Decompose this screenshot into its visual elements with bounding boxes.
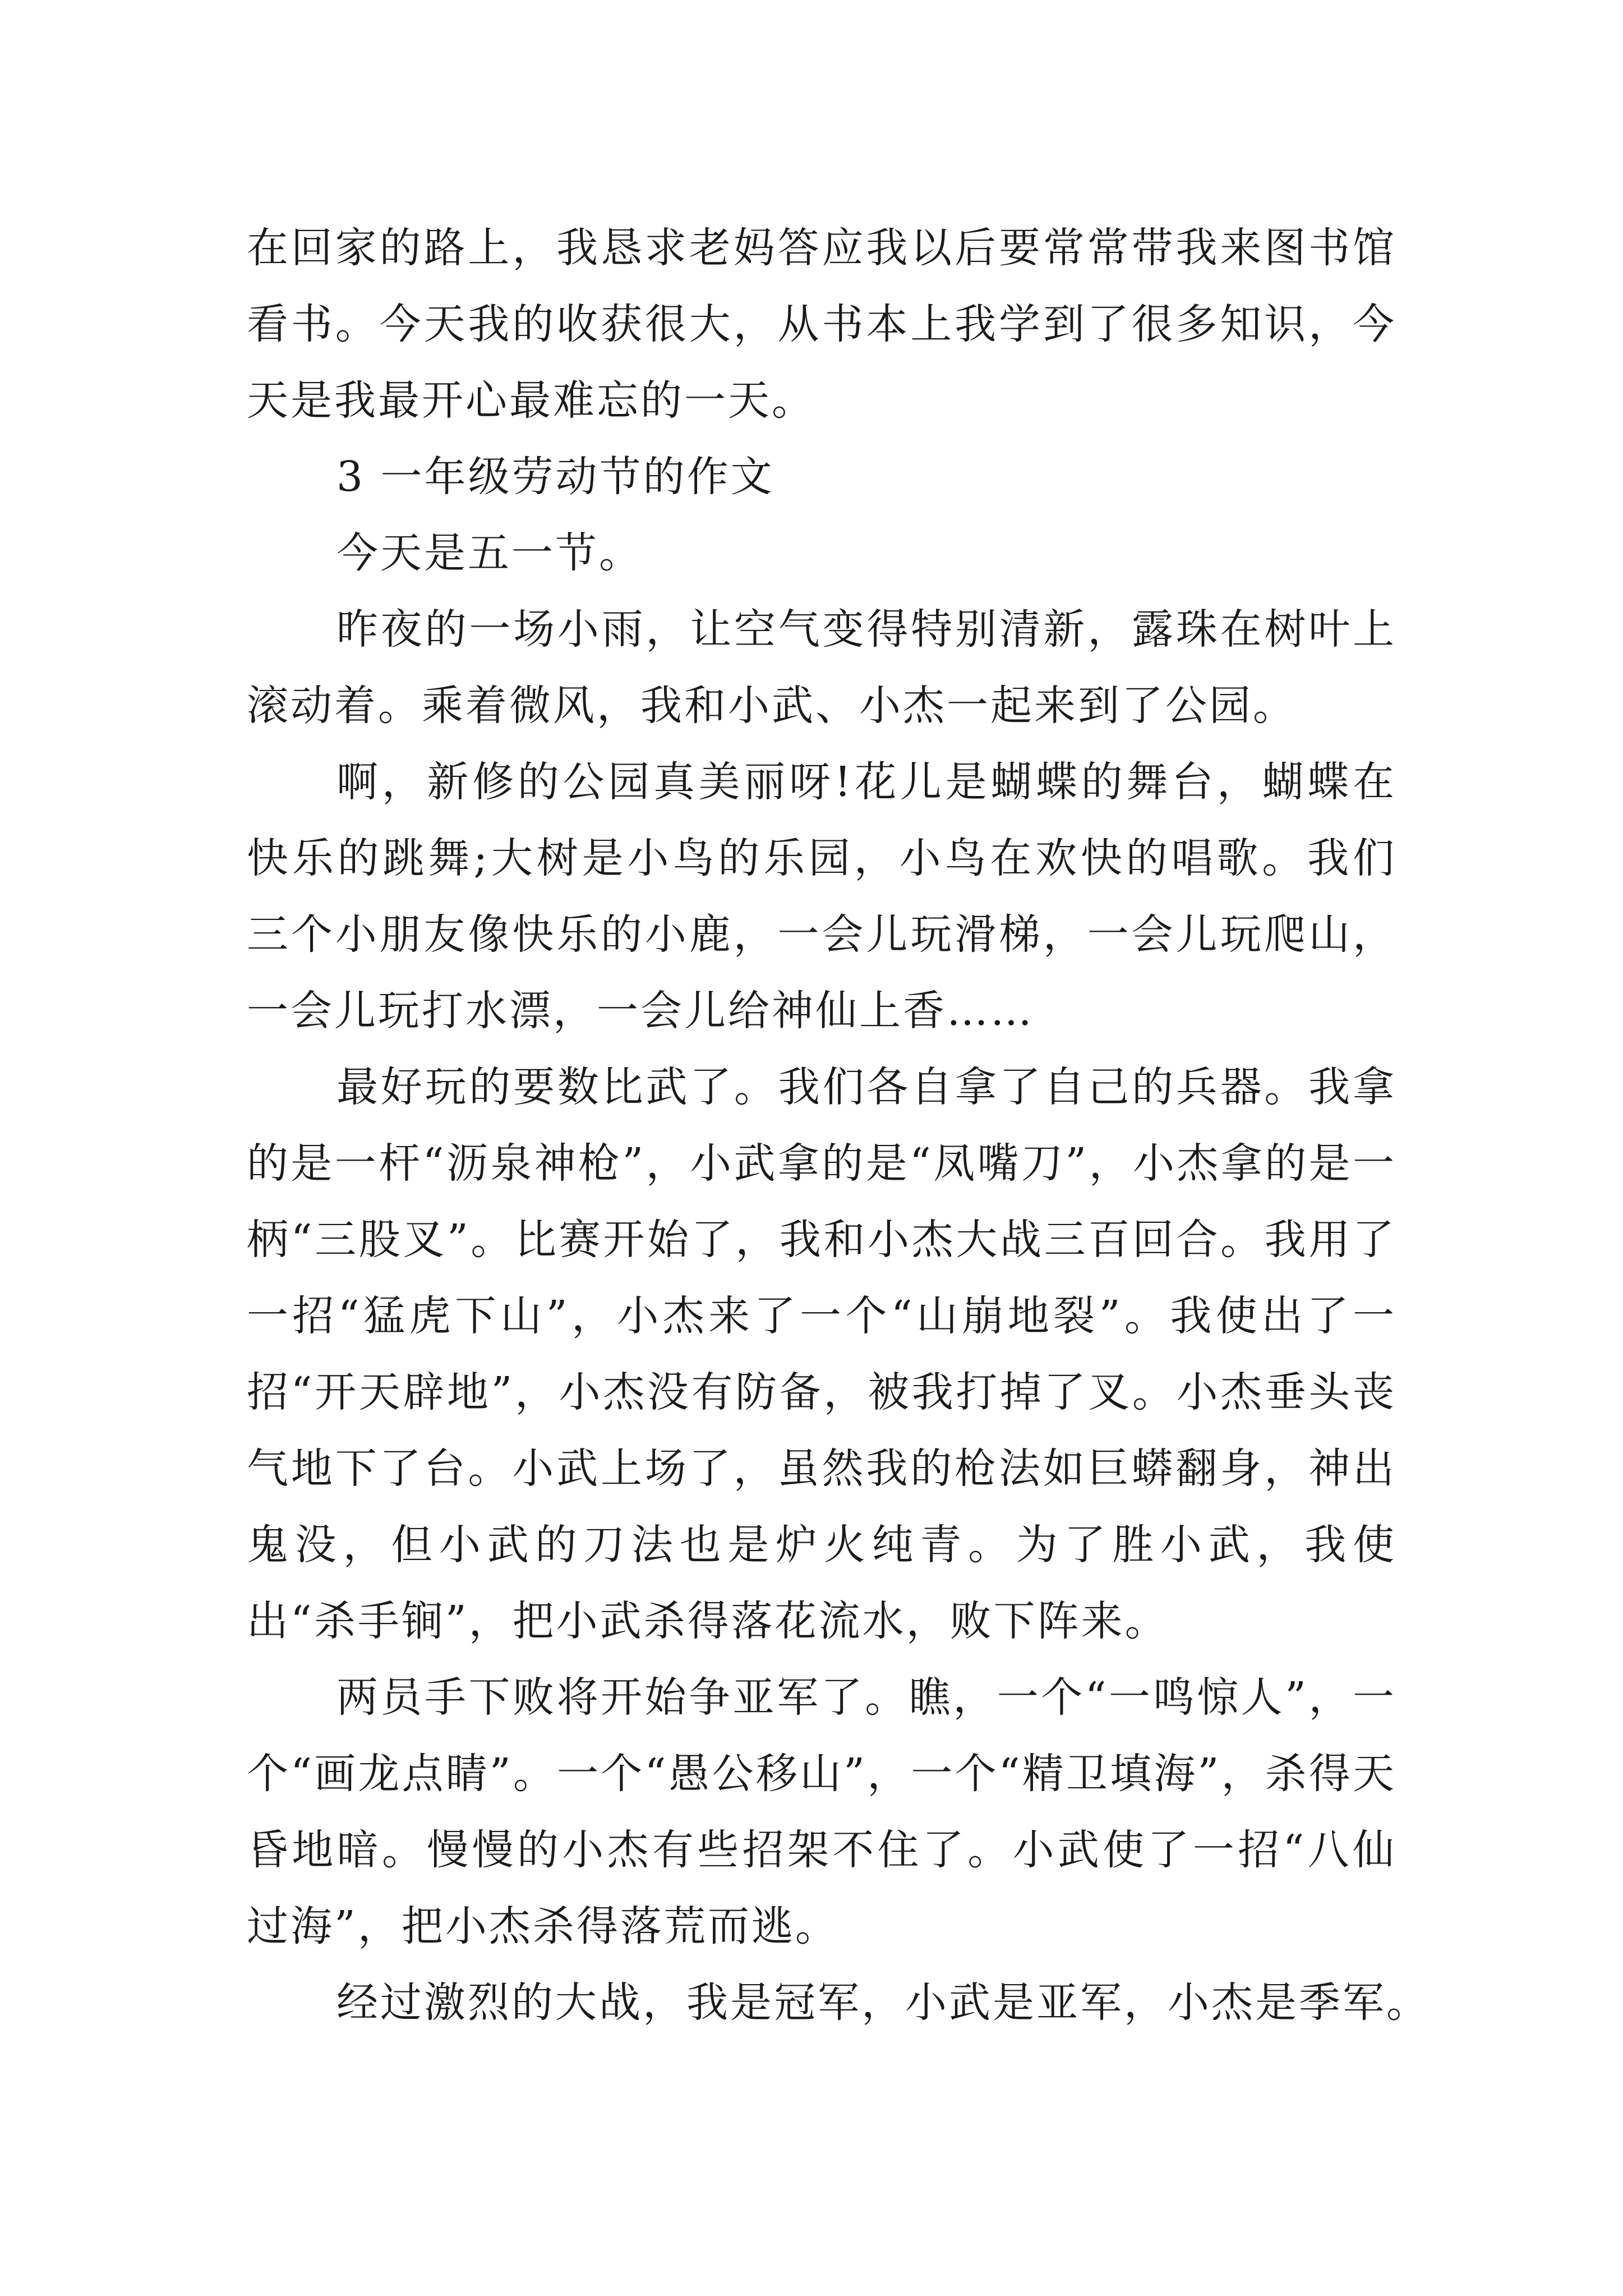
paragraph: 两员手下败将开始争亚军了。瞧，一个“一鸣惊人”，一个“画龙点睛”。一个“愚公移山”，一个“精卫填海”，杀得天昏地暗。慢慢的小杰有些招架不住了。小武使了一招“八仙过海”，把小杰杀得落荒而逃。 <box>247 1673 1396 1950</box>
section-heading: 3 一年级劳动节的作文 <box>336 453 774 501</box>
paragraph-final: 经过激烈的大战，我是冠军，小武是亚军，小杰是季军。 <box>336 1978 1430 2027</box>
paragraph: 今天是五一节。 <box>336 529 643 577</box>
paragraph: 啊，新修的公园真美丽呀!花儿是蝴蝶的舞台，蝴蝶在快乐的跳舞;大树是小鸟的乐园，小鸟在欢快的唱歌。我们三个小朋友像快乐的小鹿，一会儿玩滑梯，一会儿玩爬山，一会儿玩打水漂，一会儿给神仙上香…… <box>247 758 1396 1035</box>
paragraph: 昨夜的一场小雨，让空气变得特别清新，露珠在树叶上滚动着。乘着微风，我和小武、小杰一起来到了公园。 <box>247 605 1396 730</box>
paragraph-continuation: 在回家的路上，我恳求老妈答应我以后要常常带我来图书馆看书。今天我的收获很大，从书本上我学到了很多知识，今天是我最开心最难忘的一天。 <box>247 224 1396 425</box>
paragraph: 最好玩的要数比武了。我们各自拿了自己的兵器。我拿的是一杆“沥泉神枪”，小武拿的是“凤嘴刀”，小杰拿的是一柄“三股叉”。比赛开始了，我和小杰大战三百回合。我用了一招“猛虎下山”，小杰来了一个“山崩地裂”。我使出了一招“开天辟地”，小杰没有防备，被我打掉了叉。小杰垂头丧气地下了台。小武上场了，虽然我的枪法如巨蟒翻身，神出鬼没，但小武的刀法也是炉火纯青。为了胜小武，我使出“杀手锏”，把小武杀得落花流水，败下阵来。 <box>247 1063 1396 1645</box>
article-body <box>247 210 1430 2041</box>
